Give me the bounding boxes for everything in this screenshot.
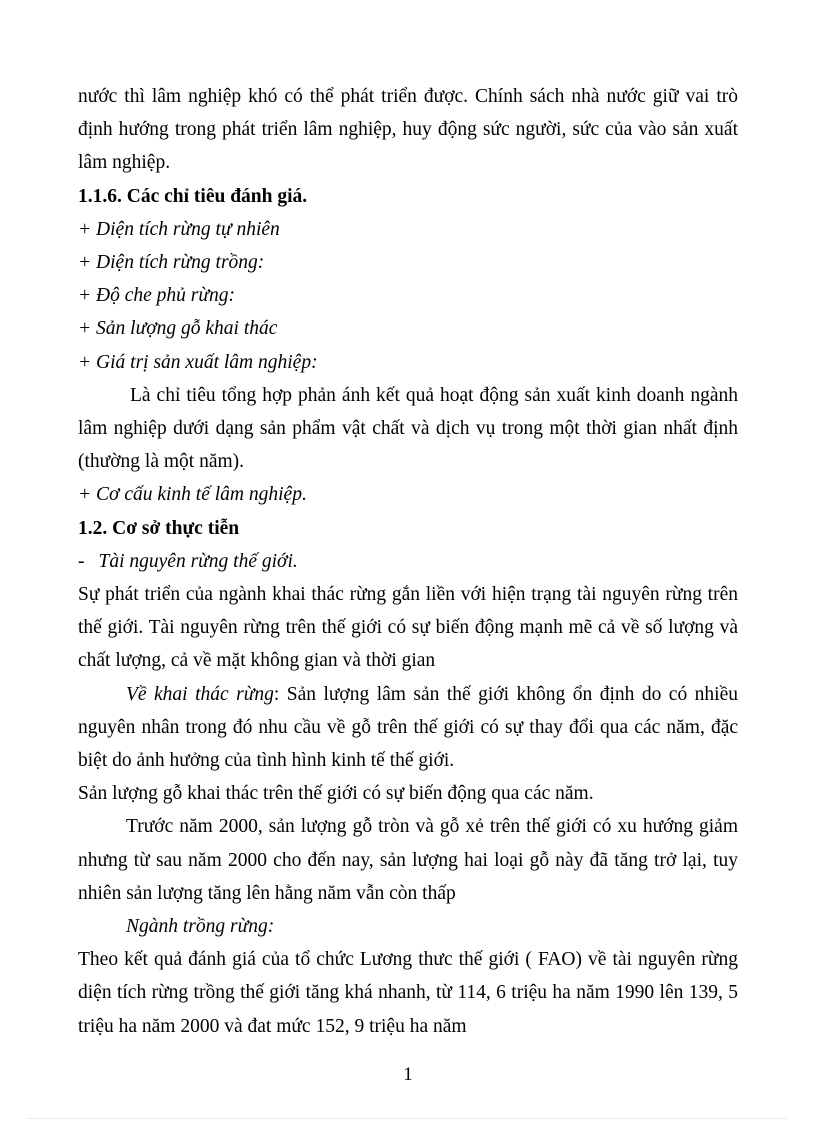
section-heading-1-2: 1.2. Cơ sở thực tiễn: [78, 517, 240, 539]
criteria-item-production-value: + Giá trị sản xuất lâm nghiệp:: [78, 351, 318, 373]
paragraph-before-2000: Trước năm 2000, sản lượng gỗ tròn và gỗ xẻ trên thế giới có xu hướng giảm nhưng từ sau năm 2000 cho đến nay, sản lượng hai loại gỗ này đã tăng trở lại, tuy nhiên sản lượng tăng lên hằng năm vẫn còn thấp: [78, 816, 738, 904]
paragraph-timber-output: Sản lượng gỗ khai thác trên thế giới có sự biến động qua các năm.: [78, 783, 594, 805]
criteria-item-forest-cover: + Độ che phủ rừng:: [78, 285, 236, 307]
criteria-item-economic-structure: + Cơ cấu kinh tế lâm nghiệp.: [78, 484, 307, 506]
paragraph-exploitation: [78, 678, 738, 778]
exploitation-text: : Sản lượng lâm sản thế giới không ổn định do có nhiều nguyên nhân trong đó nhu cầu về gỗ trên thế giới có sự thay đổi qua các năm, đặc biệt do ảnh hưởng của tình hình kinh tế thế giới.: [78, 683, 738, 772]
planting-label: Ngành trồng rừng:: [126, 916, 275, 938]
document-body: [78, 80, 738, 1043]
criteria-item-natural-forest: + Diện tích rừng tự nhiên: [78, 218, 280, 240]
page-bottom-divider: [28, 1118, 788, 1119]
page-number: 1: [403, 1064, 413, 1085]
criteria-item-timber-output: + Sản lượng gỗ khai thác: [78, 318, 278, 340]
dash-list-item: [78, 545, 738, 578]
paragraph-intro: nước thì lâm nghiệp khó có thể phát triển được. Chính sách nhà nước giữ vai trò định hướng trong phát triển lâm nghiệp, huy động sức người, sức của vào sản xuất lâm nghiệp.: [78, 86, 738, 174]
paragraph-world-forest: Sự phát triển của ngành khai thác rừng gắn liền với hiện trạng tài nguyên rừng trên thế giới. Tài nguyên rừng trên thế giới có sự biến động mạnh mẽ cả về số lượng và chất lượng, cả về mặt không gian và thời gian: [78, 584, 738, 672]
paragraph-fao: Theo kết quả đánh giá của tổ chức Lương thưc thế giới ( FAO) về tài nguyên rừng diện tích rừng trồng thế giới tăng khá nhanh, từ 114, 6 triệu ha năm 1990 lên 139, 5 triệu ha năm 2000 và đat mức 152, 9 triệu ha năm: [78, 949, 738, 1037]
paragraph-production-value: Là chỉ tiêu tổng hợp phản ánh kết quả hoạt động sản xuất kinh doanh ngành lâm nghiệp dưới dạng sản phẩm vật chất và dịch vụ trong một thời gian nhất định (thường là một năm).: [78, 384, 738, 473]
dash-marker: -: [78, 550, 85, 572]
section-heading-1-1-6: 1.1.6. Các chỉ tiêu đánh giá.: [78, 185, 308, 207]
criteria-item-planted-forest: + Diện tích rừng trồng:: [78, 252, 265, 274]
exploitation-label: Về khai thác rừng: [126, 683, 274, 705]
dash-item-text: Tài nguyên rừng thế giới.: [98, 550, 298, 572]
